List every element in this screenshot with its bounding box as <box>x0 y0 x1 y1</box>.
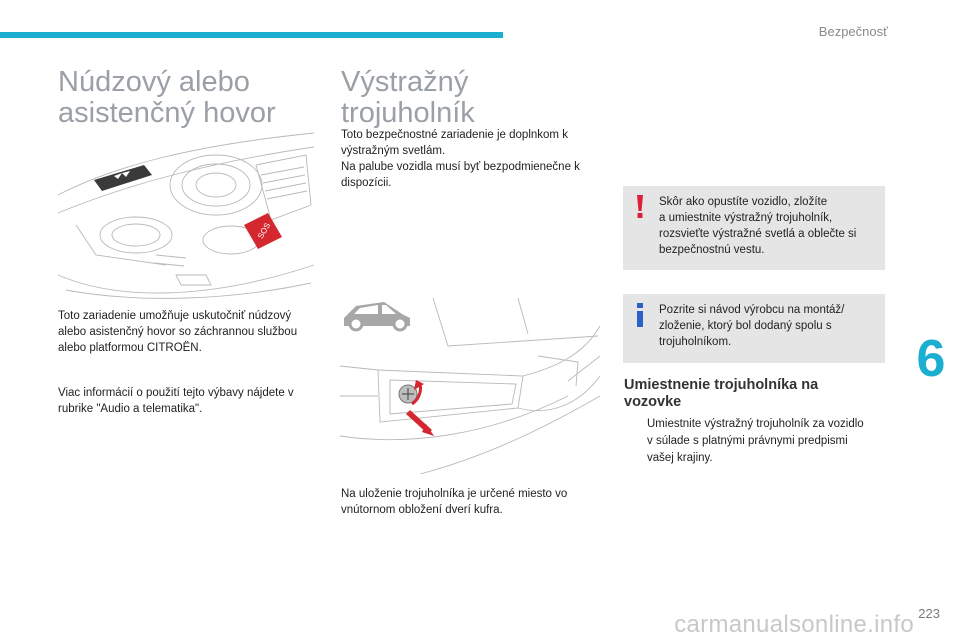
placement-title-line: Umiestnenie trojuholníka na <box>624 377 819 393</box>
text-line: a umiestnite výstražný trojuholník, <box>659 212 833 224</box>
text-line: vnútornom obložení dverí kufra. <box>341 504 503 516</box>
text-line: Skôr ako opustíte vozidlo, zložíte <box>659 196 828 208</box>
emergency-call-description <box>58 308 323 356</box>
text-line: Pozrite si návod výrobcu na montáž/ <box>659 304 845 316</box>
warning-triangle-title <box>341 67 475 129</box>
car-silhouette-icon <box>344 302 410 330</box>
section-title: Bezpečnosť <box>818 24 888 39</box>
text-line: vašej krajiny. <box>647 452 713 464</box>
text-line: alebo platformou CITROËN. <box>58 342 202 354</box>
text-line: rubrike "Audio a telematika". <box>58 403 203 415</box>
emergency-call-title <box>58 67 276 129</box>
text-line: zloženie, ktorý bol dodaný spolu s <box>659 320 832 332</box>
page-number: 223 <box>918 606 940 621</box>
warning-triangle-title-line: trojuholník <box>341 97 475 129</box>
text-line: Toto zariadenie umožňuje uskutočniť núdzový <box>58 310 292 322</box>
emergency-call-title-line: asistenčný hovor <box>58 97 276 129</box>
text-line: dispozícii. <box>341 177 392 189</box>
info-box <box>623 294 885 363</box>
text-line: výstražným svetlám. <box>341 145 446 157</box>
info-box-text <box>659 302 844 350</box>
text-line: alebo asistenčný hovor so záchrannou službou <box>58 326 298 338</box>
info-icon <box>632 302 648 328</box>
text-line: rozsvieťte výstražné svetlá a oblečte si <box>659 228 857 240</box>
chapter-number: 6 <box>902 330 960 388</box>
exclamation-icon <box>632 194 648 220</box>
text-line: v súlade s platnými právnymi predpismi <box>647 435 848 447</box>
text-line: Na uloženie trojuholníka je určené miesto vo <box>341 488 568 500</box>
warning-triangle-storage <box>341 486 606 518</box>
header-accent-bar <box>0 32 503 38</box>
text-line: bezpečnostnú vestu. <box>659 244 765 256</box>
text-line: trojuholníkom. <box>659 336 732 348</box>
warning-triangle-title-line: Výstražný <box>341 66 469 98</box>
watermark: carmanualsonline.info <box>674 611 914 638</box>
placement-title <box>624 377 818 411</box>
text-line: Toto bezpečnostné zariadenie je doplnkom k <box>341 129 568 141</box>
sos-button-illustration <box>56 125 318 305</box>
text-line: Umiestnite výstražný trojuholník za vozidlo <box>647 418 864 430</box>
text-line: Viac informácií o použití tejto výbavy nájdete v <box>58 387 294 399</box>
placement-bullet-text <box>647 416 887 467</box>
emergency-call-more-info <box>58 385 323 417</box>
warning-triangle-intro <box>341 127 606 191</box>
trunk-storage-illustration <box>338 296 602 474</box>
text-line: Na palube vozidla musí byť bezpodmienečne k <box>341 161 580 173</box>
emergency-call-title-line: Núdzový alebo <box>58 66 250 98</box>
warning-box <box>623 186 885 270</box>
placement-title-line: vozovke <box>624 394 682 410</box>
svg-text:SOS: SOS <box>255 221 273 241</box>
warning-box-text <box>659 194 856 258</box>
